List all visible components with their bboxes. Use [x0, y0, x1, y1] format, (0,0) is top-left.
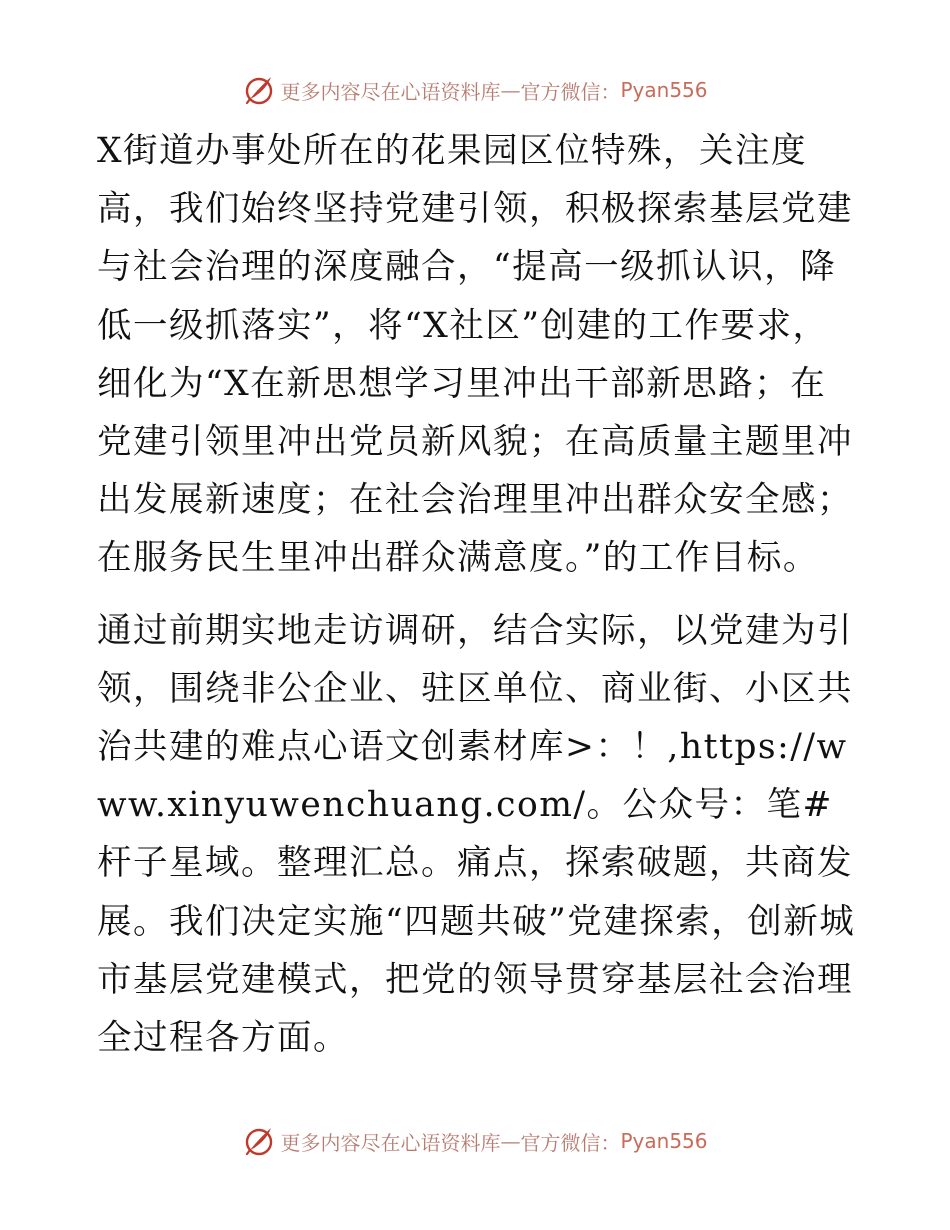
body-paragraph-1: X街道办事处所在的花果园区位特殊，关注度高，我们始终坚持党建引领，积极探索基层党建与社会治理的深度融合，“提高一级抓认识，降低一级抓落实”，将“X社区”创建的工作要求，细化为“X在新思想学习里冲出干部新思路；在党建引领里冲出党员新风貌；在高质量主题里冲出发展新速度；在社会治理里冲出群众安全感；在服务民生里冲出群众满意度。”的工作目标。 [97, 131, 853, 579]
body-paragraph-2: 通过前期实地走访调研，结合实际，以党建为引领，围绕非公企业、驻区单位、商业街、小区共治共建的难点心语文创素材库>：！,https://www.xinyuwenchuang.com/。公众号：笔#杆子星域。整理汇总。痛点，探索破题，共商发展。我们决定实施“四题共破”党建探索，创新城市基层党建模式，把党的领导贯穿基层社会治理全过程各方面。 [97, 610, 856, 1059]
footer-brand-text: 更多内容尽在心语资料库 [280, 1130, 501, 1155]
header-banner [0, 70, 950, 110]
footer-wechat-label: 官方微信： [520, 1130, 621, 1155]
header-separator: — [500, 78, 521, 102]
header-brand-text: 更多内容尽在心语资料库 [280, 79, 501, 104]
header-wechat-id: Pyan556 [620, 78, 708, 102]
footer-separator: — [500, 1129, 521, 1153]
footer-banner [0, 1121, 950, 1161]
footer-wechat-id: Pyan556 [620, 1129, 708, 1153]
quill-circle-logo-icon [242, 1124, 276, 1158]
header-wechat-label: 官方微信： [520, 79, 621, 104]
document-body [97, 122, 857, 1067]
quill-circle-logo-icon [242, 73, 276, 107]
